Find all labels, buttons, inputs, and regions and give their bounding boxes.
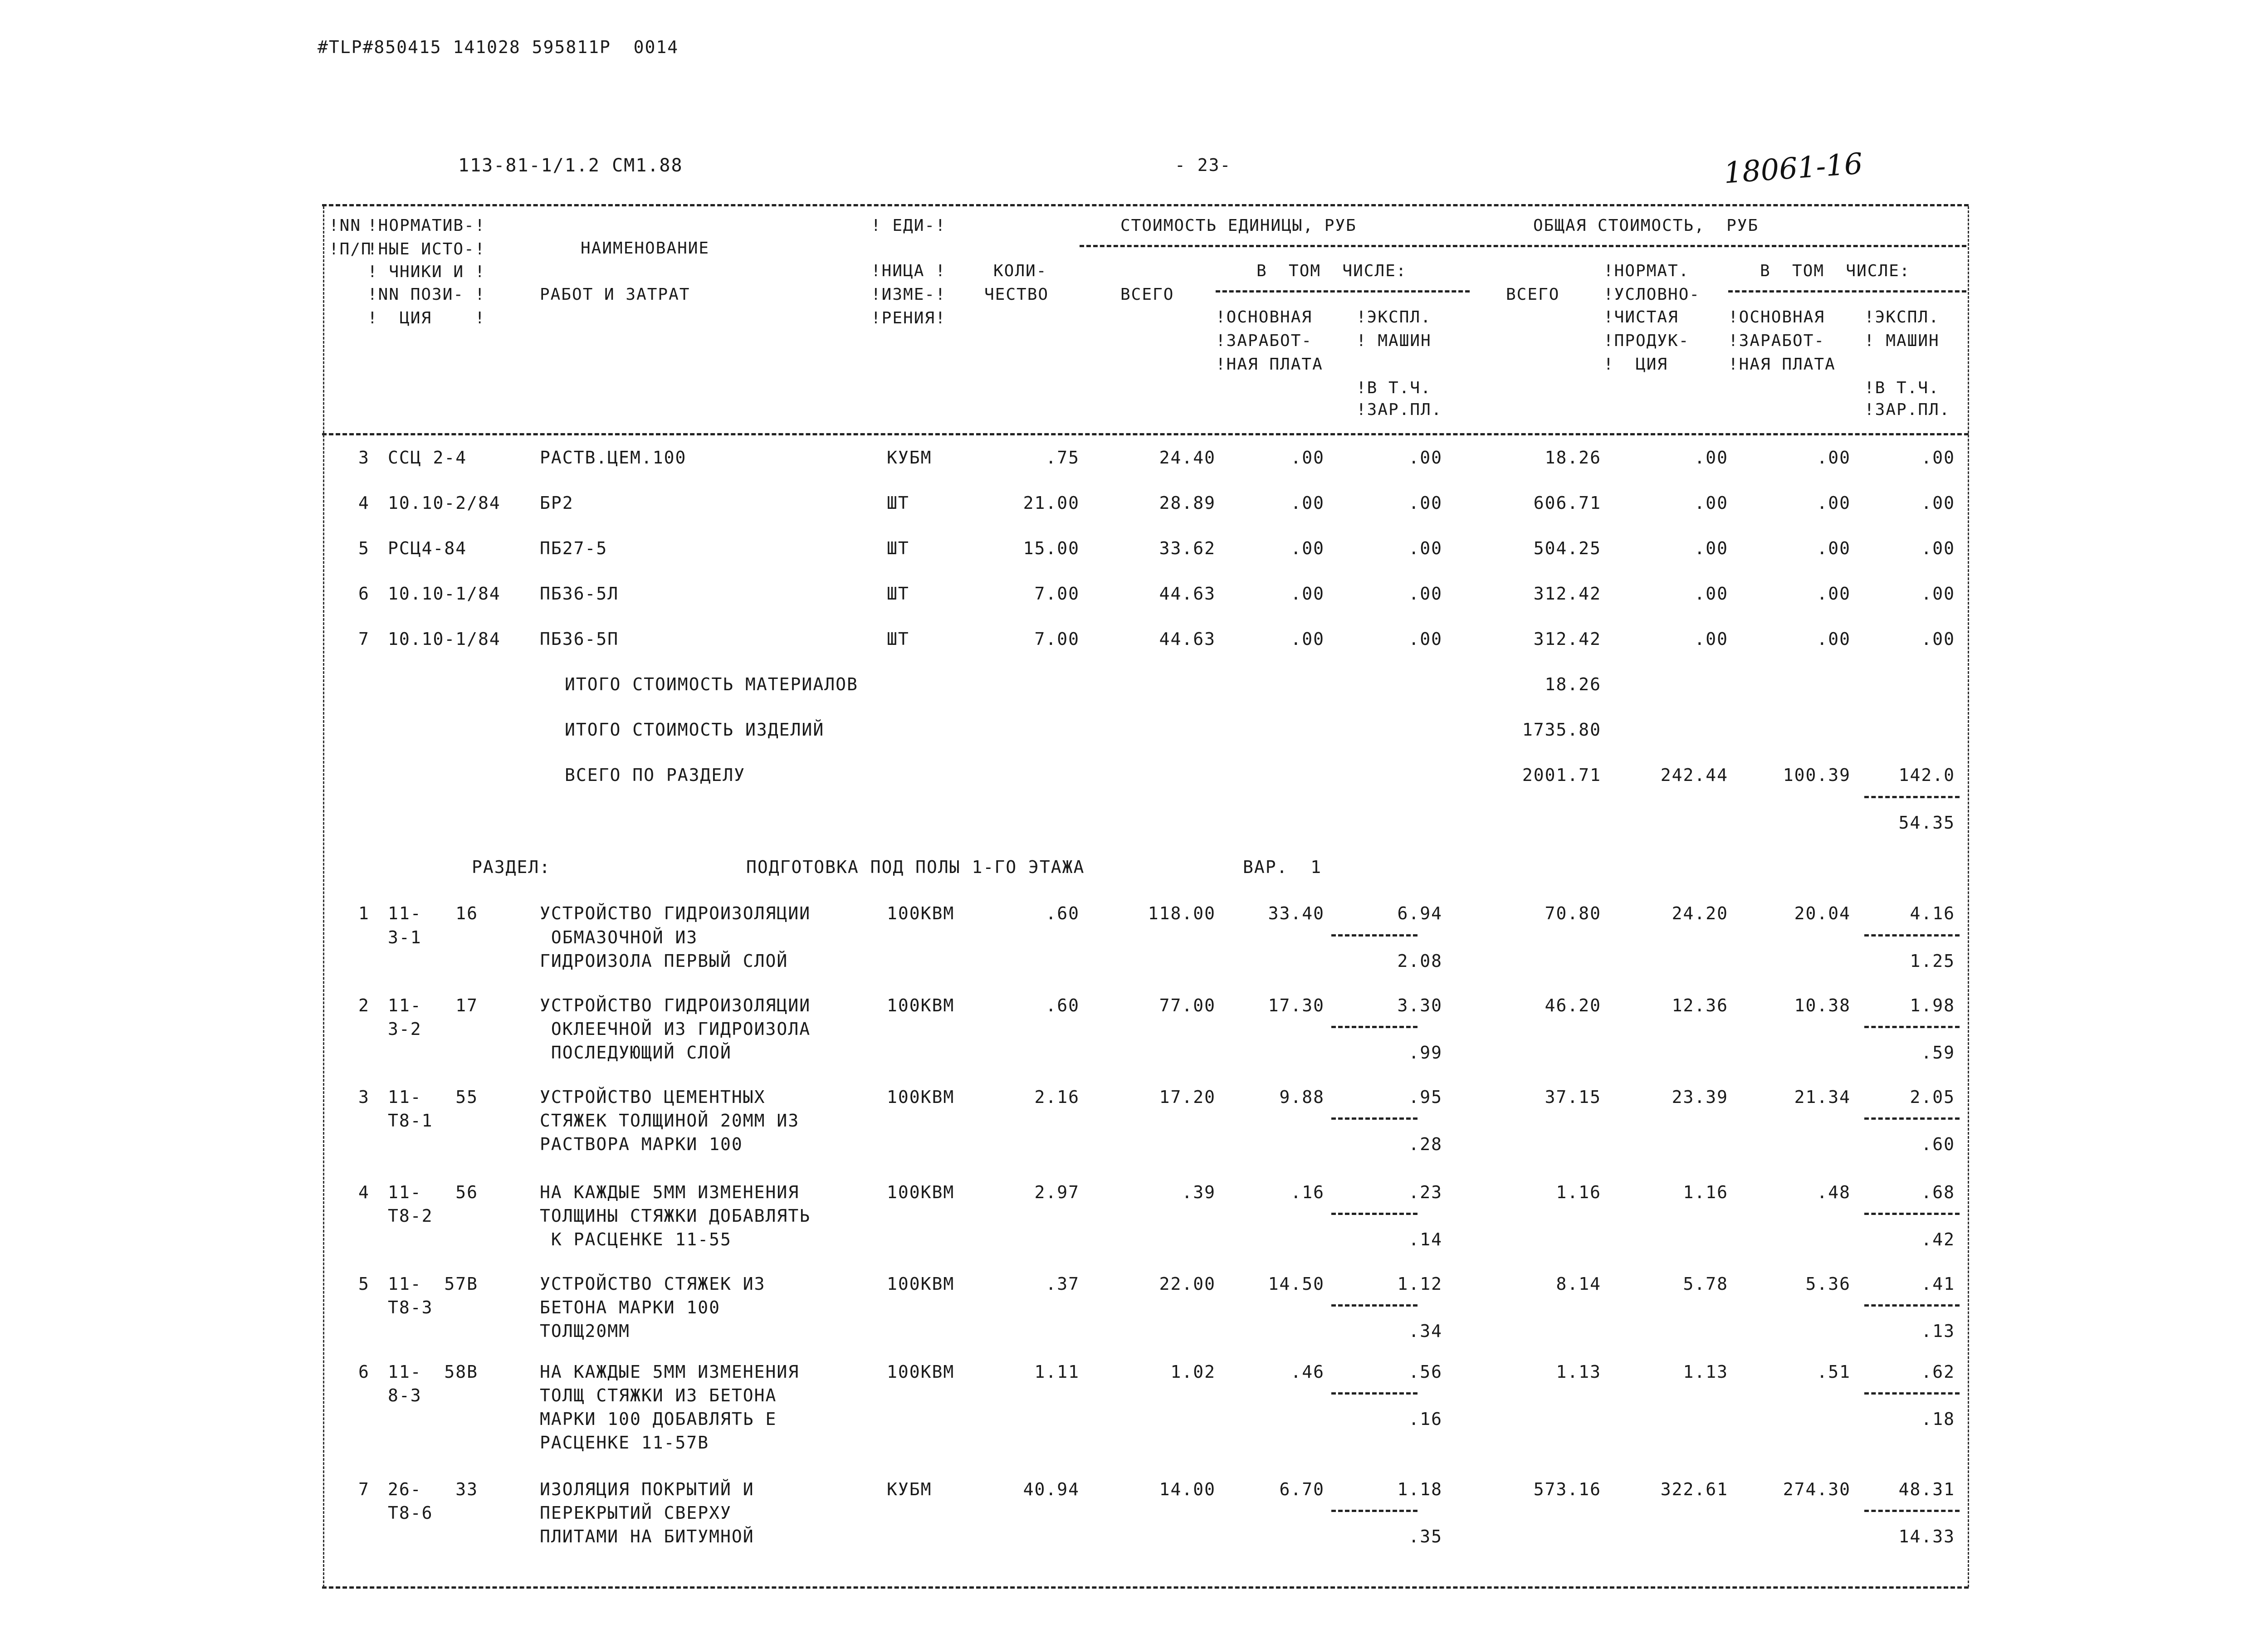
cell-n: 4 bbox=[358, 1182, 370, 1202]
cell-total-mach-sub: .18 bbox=[1921, 1409, 1955, 1429]
cell-unit: КУБМ bbox=[887, 448, 932, 468]
cell-unit: КУБМ bbox=[887, 1479, 932, 1499]
cell-divider bbox=[1331, 1026, 1418, 1028]
cell-total-mach-sub: .13 bbox=[1921, 1321, 1955, 1341]
cell-total-wage: 20.04 bbox=[1794, 903, 1851, 923]
cell-divider bbox=[1864, 1213, 1960, 1215]
cell-total-wage: 10.38 bbox=[1794, 995, 1851, 1015]
cell-code: 10.10-1/84 bbox=[388, 629, 501, 649]
section-total-mach: 142.0 bbox=[1898, 765, 1955, 785]
cell-total-all: 70.80 bbox=[1545, 903, 1601, 923]
cell-mach: 6.94 bbox=[1397, 903, 1442, 923]
cell-mach: 1.12 bbox=[1397, 1274, 1442, 1294]
cell-qty: .60 bbox=[1046, 903, 1080, 923]
section-total-wage: 100.39 bbox=[1783, 765, 1851, 785]
cell-qty: 21.00 bbox=[1023, 493, 1080, 513]
header-total-norm-1: !НОРМАТ. bbox=[1603, 262, 1690, 280]
header-unit-1: ! ЕДИ-! bbox=[871, 216, 946, 235]
table-right-border bbox=[1968, 206, 1969, 1587]
cell-qty: 15.00 bbox=[1023, 538, 1080, 558]
cell-unit: 100КВМ bbox=[887, 1274, 955, 1294]
cell-all: 22.00 bbox=[1159, 1274, 1216, 1294]
cell-n: 7 bbox=[358, 629, 370, 649]
cell-unit: 100КВМ bbox=[887, 1087, 955, 1107]
cell-n: 7 bbox=[358, 1479, 370, 1499]
cell-mach: .95 bbox=[1408, 1087, 1442, 1107]
header-rule-cost bbox=[1080, 245, 1966, 247]
cell-total-norm: 12.36 bbox=[1672, 995, 1728, 1015]
cell-qty: 7.00 bbox=[1034, 629, 1080, 649]
cell-divider bbox=[1864, 1304, 1960, 1307]
header-rule-total-incl bbox=[1728, 290, 1966, 293]
cell-total-norm: 5.78 bbox=[1683, 1274, 1728, 1294]
cell-wage: 6.70 bbox=[1279, 1479, 1325, 1499]
cell-all: 14.00 bbox=[1159, 1479, 1216, 1499]
cell-total-norm: 24.20 bbox=[1672, 903, 1728, 923]
header-rule-unit-incl bbox=[1216, 290, 1470, 293]
cell-code: 11- 55 bbox=[388, 1087, 479, 1107]
cell-divider bbox=[1331, 1510, 1418, 1512]
cell-total-norm: 23.39 bbox=[1672, 1087, 1728, 1107]
header-unit-cost: СТОИМОСТЬ ЕДИНИЦЫ, РУБ bbox=[1120, 216, 1357, 235]
cell-n: 4 bbox=[358, 493, 370, 513]
header-unit-mach-1: !ЭКСПЛ. bbox=[1356, 308, 1432, 327]
cell-code: 10.10-2/84 bbox=[388, 493, 501, 513]
header-unit-all: ВСЕГО bbox=[1120, 285, 1174, 304]
cell-code: 10.10-1/84 bbox=[388, 584, 501, 604]
cell-all: 118.00 bbox=[1148, 903, 1216, 923]
cell-all: 44.63 bbox=[1159, 584, 1216, 604]
items-total-value: 1735.80 bbox=[1522, 720, 1601, 740]
cell-mach-sub: .28 bbox=[1408, 1134, 1442, 1154]
cell-total-all: 312.42 bbox=[1533, 629, 1601, 649]
cell-mach-sub: .99 bbox=[1408, 1043, 1442, 1063]
cell-name: УСТРОЙСТВО ГИДРОИЗОЛЯЦИИ bbox=[540, 995, 811, 1015]
cell-total-norm: .00 bbox=[1694, 493, 1728, 513]
header-total-mach-1: !ЭКСПЛ. bbox=[1864, 308, 1940, 327]
cell-wage: 33.40 bbox=[1268, 903, 1325, 923]
header-qty-2: ЧЕСТВО bbox=[984, 285, 1049, 304]
cell-total-mach: 2.05 bbox=[1910, 1087, 1955, 1107]
cell-divider bbox=[1864, 1026, 1960, 1028]
header-unit-incl: В ТОМ ЧИСЛЕ: bbox=[1256, 262, 1407, 280]
cell-code-sub: Т8-3 bbox=[388, 1297, 433, 1317]
cell-name: РАСТВ.ЦЕМ.100 bbox=[540, 448, 687, 468]
header-total-mach-4: !ЗАР.ПЛ. bbox=[1864, 400, 1950, 419]
cell-name-2: ОКЛЕЕЧНОЙ ИЗ ГИДРОИЗОЛА bbox=[540, 1019, 811, 1039]
header-name-2: РАБОТ И ЗАТРАТ bbox=[540, 285, 690, 304]
cell-code: 26- 33 bbox=[388, 1479, 479, 1499]
cell-divider bbox=[1331, 1213, 1418, 1215]
cell-total-all: 1.16 bbox=[1556, 1182, 1601, 1202]
header-name-1: НАИМЕНОВАНИЕ bbox=[581, 239, 710, 258]
cell-name-2: БЕТОНА МАРКИ 100 bbox=[540, 1297, 721, 1317]
cell-total-norm: .00 bbox=[1694, 629, 1728, 649]
cell-unit: ШТ bbox=[887, 584, 909, 604]
cell-all: 44.63 bbox=[1159, 629, 1216, 649]
cell-total-norm: .00 bbox=[1694, 448, 1728, 468]
cell-mach: .00 bbox=[1408, 538, 1442, 558]
cell-mach: .00 bbox=[1408, 584, 1442, 604]
header-total-wage-1: !ОСНОВНАЯ bbox=[1728, 308, 1825, 327]
cell-total-wage: .00 bbox=[1817, 493, 1851, 513]
header-unit-mach-2: ! МАШИН bbox=[1356, 332, 1432, 350]
cell-mach-sub: 2.08 bbox=[1397, 951, 1442, 971]
section-title: ПОДГОТОВКА ПОД ПОЛЫ 1-ГО ЭТАЖА bbox=[746, 857, 1085, 877]
document-reference: 113-81-1/1.2 СМ1.88 bbox=[458, 155, 683, 176]
table-left-border bbox=[323, 206, 324, 1587]
header-unit-wage-3: !НАЯ ПЛАТА bbox=[1216, 355, 1323, 374]
cell-qty: 2.16 bbox=[1034, 1087, 1080, 1107]
cell-all: 24.40 bbox=[1159, 448, 1216, 468]
cell-code: ССЦ 2-4 bbox=[388, 448, 467, 468]
header-total-all: ВСЕГО bbox=[1506, 285, 1560, 304]
materials-total-label: ИТОГО СТОИМОСТЬ МАТЕРИАЛОВ bbox=[565, 674, 858, 694]
cell-total-norm: 1.16 bbox=[1683, 1182, 1728, 1202]
subtotal-rule bbox=[1864, 796, 1960, 798]
items-total-label: ИТОГО СТОИМОСТЬ ИЗДЕЛИЙ bbox=[565, 720, 825, 740]
table-top-rule bbox=[322, 204, 1969, 206]
cell-total-norm: 1.13 bbox=[1683, 1362, 1728, 1382]
cell-name: УСТРОЙСТВО СТЯЖЕК ИЗ bbox=[540, 1274, 766, 1294]
cell-total-norm: .00 bbox=[1694, 538, 1728, 558]
cell-total-all: 504.25 bbox=[1533, 538, 1601, 558]
cell-mach: .00 bbox=[1408, 448, 1442, 468]
cell-qty: 1.11 bbox=[1034, 1362, 1080, 1382]
cell-n: 6 bbox=[358, 584, 370, 604]
cell-total-mach-sub: .59 bbox=[1921, 1043, 1955, 1063]
cell-divider bbox=[1864, 1117, 1960, 1120]
cell-name-3: ПЛИТАМИ НА БИТУМНОЙ bbox=[540, 1527, 754, 1546]
cell-wage: .00 bbox=[1290, 538, 1325, 558]
header-total-norm-5: ! ЦИЯ bbox=[1603, 355, 1668, 374]
cell-total-wage: 5.36 bbox=[1805, 1274, 1851, 1294]
cell-total-all: 18.26 bbox=[1545, 448, 1601, 468]
cell-mach-sub: .16 bbox=[1408, 1409, 1442, 1429]
cell-name-3: ПОСЛЕДУЮЩИЙ СЛОЙ bbox=[540, 1043, 732, 1063]
cell-total-wage: .00 bbox=[1817, 584, 1851, 604]
cell-code-sub: 3-2 bbox=[388, 1019, 422, 1039]
cell-name: НА КАЖДЫЕ 5ММ ИЗМЕНЕНИЯ bbox=[540, 1182, 800, 1202]
cell-total-mach: .68 bbox=[1921, 1182, 1955, 1202]
cell-n: 6 bbox=[358, 1362, 370, 1382]
cell-divider bbox=[1864, 1392, 1960, 1395]
cell-total-all: 312.42 bbox=[1533, 584, 1601, 604]
cell-name-2: СТЯЖЕК ТОЛЩИНОЙ 20ММ ИЗ bbox=[540, 1111, 800, 1131]
cell-code-sub: Т8-2 bbox=[388, 1206, 433, 1226]
table-bottom-rule bbox=[322, 1586, 1969, 1589]
header-total-wage-2: !ЗАРАБОТ- bbox=[1728, 332, 1825, 350]
header-bottom-rule bbox=[322, 433, 1969, 435]
cell-mach: .56 bbox=[1408, 1362, 1442, 1382]
cell-n: 3 bbox=[358, 1087, 370, 1107]
cell-name: НА КАЖДЫЕ 5ММ ИЗМЕНЕНИЯ bbox=[540, 1362, 800, 1382]
cell-wage: .00 bbox=[1290, 493, 1325, 513]
header-unit-3: !ИЗМЕ-! bbox=[871, 285, 946, 304]
cell-code-sub: Т8-6 bbox=[388, 1503, 433, 1523]
cell-divider bbox=[1331, 1117, 1418, 1120]
cell-mach: .00 bbox=[1408, 629, 1442, 649]
header-norm-4: !NN ПОЗИ- ! bbox=[367, 285, 486, 304]
cell-name: ПБ36-5Л bbox=[540, 584, 619, 604]
cell-code: 11- 16 bbox=[388, 903, 479, 923]
cell-code-sub: 3-1 bbox=[388, 927, 422, 947]
cell-qty: .37 bbox=[1046, 1274, 1080, 1294]
cell-total-mach: .00 bbox=[1921, 629, 1955, 649]
cell-mach: .00 bbox=[1408, 493, 1442, 513]
cell-unit: ШТ bbox=[887, 538, 909, 558]
header-total-cost: ОБЩАЯ СТОИМОСТЬ, РУБ bbox=[1533, 216, 1759, 235]
cell-all: 1.02 bbox=[1170, 1362, 1216, 1382]
cell-wage: .16 bbox=[1290, 1182, 1325, 1202]
header-unit-2: !НИЦА ! bbox=[871, 262, 946, 280]
cell-name: УСТРОЙСТВО ГИДРОИЗОЛЯЦИИ bbox=[540, 903, 811, 923]
cell-code: 11- 57В bbox=[388, 1274, 479, 1294]
cell-code: 11- 56 bbox=[388, 1182, 479, 1202]
cell-n: 2 bbox=[358, 995, 370, 1015]
cell-name-3: МАРКИ 100 ДОБАВЛЯТЬ Е bbox=[540, 1409, 777, 1429]
cell-all: 28.89 bbox=[1159, 493, 1216, 513]
section-total-norm: 242.44 bbox=[1660, 765, 1728, 785]
cell-divider bbox=[1331, 934, 1418, 937]
cell-total-norm: 322.61 bbox=[1660, 1479, 1728, 1499]
header-total-mach-2: ! МАШИН bbox=[1864, 332, 1940, 350]
cell-code: РСЦ4-84 bbox=[388, 538, 467, 558]
cell-total-norm: .00 bbox=[1694, 584, 1728, 604]
page-number: - 23- bbox=[1175, 155, 1232, 175]
header-pp: !П/П bbox=[329, 240, 372, 259]
cell-name-3: К РАСЦЕНКЕ 11-55 bbox=[540, 1229, 732, 1249]
cell-qty: 7.00 bbox=[1034, 584, 1080, 604]
cell-divider bbox=[1331, 1392, 1418, 1395]
cell-total-mach-sub: 14.33 bbox=[1898, 1527, 1955, 1546]
cell-total-mach: .00 bbox=[1921, 493, 1955, 513]
cell-unit: 100КВМ bbox=[887, 995, 955, 1015]
cell-n: 3 bbox=[358, 448, 370, 468]
cell-total-wage: .00 bbox=[1817, 629, 1851, 649]
cell-total-mach: 4.16 bbox=[1910, 903, 1955, 923]
cell-all: 33.62 bbox=[1159, 538, 1216, 558]
cell-name-2: ТОЛЩИНЫ СТЯЖКИ ДОБАВЛЯТЬ bbox=[540, 1206, 811, 1226]
cell-unit: ШТ bbox=[887, 493, 909, 513]
cell-total-mach: 48.31 bbox=[1898, 1479, 1955, 1499]
cell-unit: ШТ bbox=[887, 629, 909, 649]
cell-mach-sub: .14 bbox=[1408, 1229, 1442, 1249]
cell-name-3: ГИДРОИЗОЛА ПЕРВЫЙ СЛОЙ bbox=[540, 951, 788, 971]
header-qty-1: КОЛИ- bbox=[993, 262, 1047, 280]
cell-divider bbox=[1864, 934, 1960, 937]
cell-name-2: ТОЛЩ СТЯЖКИ ИЗ БЕТОНА bbox=[540, 1385, 777, 1405]
cell-name: ПБ27-5 bbox=[540, 538, 608, 558]
cell-total-mach: .00 bbox=[1921, 448, 1955, 468]
cell-total-all: 46.20 bbox=[1545, 995, 1601, 1015]
header-norm-5: ! ЦИЯ ! bbox=[367, 309, 486, 327]
cell-all: .39 bbox=[1182, 1182, 1216, 1202]
cell-total-all: 1.13 bbox=[1556, 1362, 1601, 1382]
handwritten-number: 18061-16 bbox=[1722, 147, 1864, 190]
cell-name: БР2 bbox=[540, 493, 574, 513]
cell-n: 1 bbox=[358, 903, 370, 923]
cell-n: 5 bbox=[358, 538, 370, 558]
cell-unit: 100КВМ bbox=[887, 1362, 955, 1382]
cell-wage: 9.88 bbox=[1279, 1087, 1325, 1107]
cell-unit: 100КВМ bbox=[887, 1182, 955, 1202]
cell-wage: .46 bbox=[1290, 1362, 1325, 1382]
header-total-norm-3: !ЧИСТАЯ bbox=[1603, 308, 1679, 327]
cell-qty: 40.94 bbox=[1023, 1479, 1080, 1499]
cell-mach: .23 bbox=[1408, 1182, 1442, 1202]
cell-wage: .00 bbox=[1290, 448, 1325, 468]
printout-code: #TLP#850415 141028 595811P 0014 bbox=[318, 37, 679, 57]
cell-total-wage: .48 bbox=[1817, 1182, 1851, 1202]
cell-mach-sub: .34 bbox=[1408, 1321, 1442, 1341]
cell-total-mach-sub: 1.25 bbox=[1910, 951, 1955, 971]
header-total-norm-4: !ПРОДУК- bbox=[1603, 332, 1690, 350]
cell-wage: .00 bbox=[1290, 584, 1325, 604]
cell-name-2: ПЕРЕКРЫТИЙ СВЕРХУ bbox=[540, 1503, 732, 1523]
header-unit-wage-2: !ЗАРАБОТ- bbox=[1216, 332, 1313, 350]
cell-name-3: ТОЛЩ20ММ bbox=[540, 1321, 631, 1341]
cell-mach: 3.30 bbox=[1397, 995, 1442, 1015]
header-total-incl: В ТОМ ЧИСЛЕ: bbox=[1760, 262, 1911, 280]
cell-name: ПБ36-5П bbox=[540, 629, 619, 649]
header-unit-mach-3: !В Т.Ч. bbox=[1356, 379, 1432, 397]
cell-qty: 2.97 bbox=[1034, 1182, 1080, 1202]
cell-total-wage: .00 bbox=[1817, 538, 1851, 558]
cell-code: 11- 58В bbox=[388, 1362, 479, 1382]
cell-total-wage: .00 bbox=[1817, 448, 1851, 468]
section-total-mach-sub: 54.35 bbox=[1898, 813, 1955, 833]
cell-total-mach-sub: .42 bbox=[1921, 1229, 1955, 1249]
cell-name: ИЗОЛЯЦИЯ ПОКРЫТИЙ И bbox=[540, 1479, 754, 1499]
cell-total-wage: 21.34 bbox=[1794, 1087, 1851, 1107]
cell-total-mach-sub: .60 bbox=[1921, 1134, 1955, 1154]
cell-total-mach: 1.98 bbox=[1910, 995, 1955, 1015]
cell-total-mach: .00 bbox=[1921, 584, 1955, 604]
cell-name-2: ОБМАЗОЧНОЙ ИЗ bbox=[540, 927, 698, 947]
cell-mach: 1.18 bbox=[1397, 1479, 1442, 1499]
cell-divider bbox=[1864, 1510, 1960, 1512]
cell-name-3: РАСТВОРА МАРКИ 100 bbox=[540, 1134, 743, 1154]
section-total-all: 2001.71 bbox=[1522, 765, 1601, 785]
cell-wage: .00 bbox=[1290, 629, 1325, 649]
header-norm-2: !НЫЕ ИСТО-! bbox=[367, 240, 486, 259]
cell-all: 17.20 bbox=[1159, 1087, 1216, 1107]
cell-qty: .60 bbox=[1046, 995, 1080, 1015]
header-norm-3: ! ЧНИКИ И ! bbox=[367, 263, 486, 281]
cell-qty: .75 bbox=[1046, 448, 1080, 468]
cell-total-all: 37.15 bbox=[1545, 1087, 1601, 1107]
section-label: РАЗДЕЛ: bbox=[472, 857, 551, 877]
cell-divider bbox=[1331, 1304, 1418, 1307]
cell-total-all: 8.14 bbox=[1556, 1274, 1601, 1294]
section-total-label: ВСЕГО ПО РАЗДЕЛУ bbox=[565, 765, 746, 785]
cell-wage: 14.50 bbox=[1268, 1274, 1325, 1294]
cell-total-all: 573.16 bbox=[1533, 1479, 1601, 1499]
cell-total-mach: .41 bbox=[1921, 1274, 1955, 1294]
header-norm-1: !НОРМАТИВ-! bbox=[367, 216, 486, 235]
header-nn: !NN bbox=[329, 216, 362, 235]
cell-total-mach: .00 bbox=[1921, 538, 1955, 558]
header-unit-wage-1: !ОСНОВНАЯ bbox=[1216, 308, 1313, 327]
cell-all: 77.00 bbox=[1159, 995, 1216, 1015]
cell-total-mach: .62 bbox=[1921, 1362, 1955, 1382]
header-total-mach-3: !В Т.Ч. bbox=[1864, 379, 1940, 397]
section-variant: ВАР. 1 bbox=[1243, 857, 1322, 877]
cell-total-wage: 274.30 bbox=[1783, 1479, 1851, 1499]
cell-name: УСТРОЙСТВО ЦЕМЕНТНЫХ bbox=[540, 1087, 766, 1107]
header-total-norm-2: !УСЛОВНО- bbox=[1603, 285, 1701, 304]
cell-code-sub: Т8-1 bbox=[388, 1111, 433, 1131]
header-total-wage-3: !НАЯ ПЛАТА bbox=[1728, 355, 1836, 374]
cell-total-all: 606.71 bbox=[1533, 493, 1601, 513]
cell-code: 11- 17 bbox=[388, 995, 479, 1015]
cell-code-sub: 8-3 bbox=[388, 1385, 422, 1405]
header-unit-4: !РЕНИЯ! bbox=[871, 309, 946, 327]
materials-total-value: 18.26 bbox=[1545, 674, 1601, 694]
header-unit-mach-4: !ЗАР.ПЛ. bbox=[1356, 400, 1442, 419]
cell-n: 5 bbox=[358, 1274, 370, 1294]
cell-name-4: РАСЦЕНКЕ 11-57В bbox=[540, 1433, 709, 1453]
cell-mach-sub: .35 bbox=[1408, 1527, 1442, 1546]
cell-unit: 100КВМ bbox=[887, 903, 955, 923]
cell-total-wage: .51 bbox=[1817, 1362, 1851, 1382]
cell-wage: 17.30 bbox=[1268, 995, 1325, 1015]
